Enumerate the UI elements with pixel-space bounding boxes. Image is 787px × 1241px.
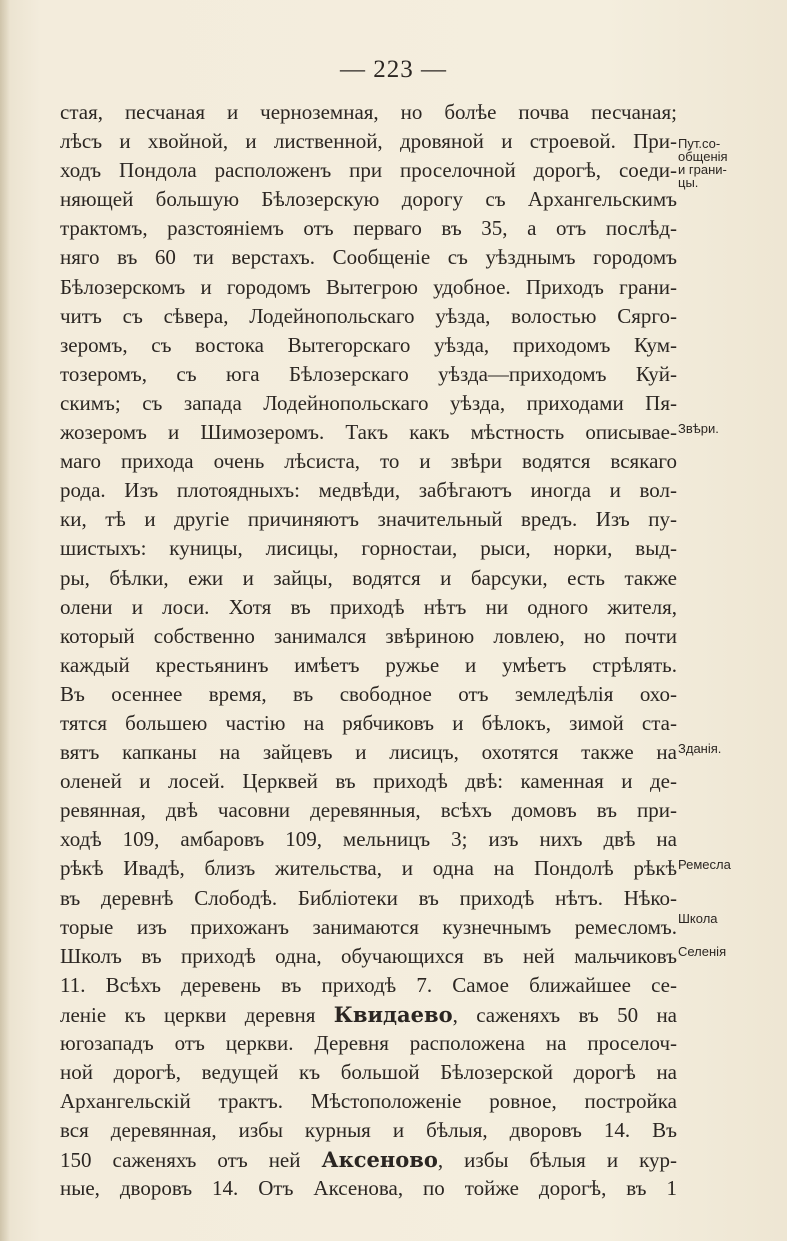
text-line: Школъ въ приходѣ одна, обучающихся въ ней мальчиковъ [60, 943, 677, 968]
text-line: который собственно занимался звѣриною ловлею, но почти [60, 623, 677, 648]
text-line: Въ осеннее время, въ свободное отъ земледѣлія охо- [60, 681, 677, 706]
text-line: Архангельскій трактъ. Мѣстоположеніе ровное, постройка [60, 1089, 677, 1114]
sidenote-line: цы. [678, 175, 699, 190]
text-line: югозападъ отъ церкви. Деревня расположена на проселоч- [60, 1031, 677, 1055]
text-line: Бѣлозерскомъ и городомъ Вытегрою удобное. Приходъ грани- [60, 274, 677, 299]
text-line: шистыхъ: куницы, лисицы, горностаи, рыси, норки, выд- [60, 536, 677, 561]
village-name-aksenovo: Аксеново [321, 1147, 438, 1173]
sidenote-settlements: Селенія [678, 944, 727, 959]
text-line: стая, песчаная и черноземная, но болѣе почва песчаная; [60, 100, 677, 124]
sidenote-roads [678, 137, 728, 189]
text-line: зеромъ, съ востока Вытегорскаго уѣзда, приходомъ Кум- [60, 332, 677, 357]
text-line-with-village [60, 1000, 677, 1029]
sidenote-line: и грани- [678, 162, 727, 177]
text-line: лѣсъ и хвойной, и лиственной, дровяной и строевой. При- [60, 129, 677, 154]
line-end: , саженяхъ въ 50 на [452, 1002, 677, 1027]
text-line: няго въ 60 ти верстахъ. Сообщеніе съ уѣзднымъ городомъ [60, 245, 677, 270]
text-line: рѣкѣ Ивадѣ, близъ жительства, и одна на Пондолѣ рѣкѣ [60, 856, 677, 881]
sidenote-animals: Звѣри. [678, 421, 719, 436]
text-line: 11. Всѣхъ деревень въ приходѣ 7. Самое ближайшее се- [60, 972, 677, 997]
village-name-kvidaevo: Квидаево [333, 1001, 453, 1027]
line-start: леніе къ церкви деревня [60, 1002, 334, 1027]
sidenote-line: Пут.со- [678, 136, 721, 151]
page-number: — 223 — [340, 56, 447, 83]
text-line: ходѣ 109, амбаровъ 109, мельницъ 3; изъ нихъ двѣ на [60, 827, 677, 852]
text-line: каждый крестьянинъ имѣетъ ружье и умѣетъ стрѣлять. [60, 652, 677, 677]
text-line: ры, бѣлки, ежи и зайцы, водятся и барсуки, есть также [60, 565, 677, 590]
sidenote-crafts: Ремесла [678, 857, 731, 872]
text-line: въ деревнѣ Слободѣ. Библіотеки въ приходѣ нѣтъ. Нѣко- [60, 885, 677, 910]
text-line: скимъ; съ запада Лодейнопольскаго уѣзда, приходами Пя- [60, 390, 677, 415]
text-line-with-village [60, 1145, 677, 1174]
text-line: торые изъ прихожанъ занимаются кузнечнымъ ремесломъ. [60, 914, 677, 939]
text-line: трактомъ, разстояніемъ отъ перваго въ 35, а отъ послѣд- [60, 216, 677, 241]
text-line: тятся большею частію на рябчиковъ и бѣлокъ, зимой ста- [60, 710, 677, 735]
line-end: , избы бѣлыя и кур- [437, 1148, 677, 1173]
text-line: оленей и лосей. Церквей въ приходѣ двѣ: каменная и де- [60, 769, 677, 794]
text-line: олени и лоси. Хотя въ приходѣ нѣтъ ни одного жителя, [60, 594, 677, 619]
text-line: маго прихода очень лѣсиста, то и звѣри водятся всякаго [60, 449, 677, 474]
text-line: ной дорогѣ, ведущей къ большой Бѣлозерской дорогѣ на [60, 1060, 677, 1085]
text-line: рода. Изъ плотоядныхъ: медвѣди, забѣгаютъ иногда и вол- [60, 478, 677, 503]
sidenote-buildings: Зданія. [678, 741, 722, 756]
binding-shadow [0, 0, 10, 1241]
sidenote-line: общенія [678, 149, 728, 164]
text-line: тозеромъ, съ юга Бѣлозерскаго уѣзда—приходомъ Куй- [60, 361, 677, 386]
text-line: ходъ Пондола расположенъ при проселочной дорогѣ, соеди- [60, 158, 677, 183]
text-line: жозеромъ и Шимозеромъ. Такъ какъ мѣстность описывае- [60, 420, 677, 445]
text-line: ные, дворовъ 14. Отъ Аксенова, по тойже дорогѣ, въ 1 [60, 1176, 677, 1201]
sidenote-school: Школа [678, 911, 718, 926]
body-text [60, 98, 677, 1204]
line-start: 150 саженяхъ отъ ней [60, 1148, 322, 1173]
text-line: вся деревянная, избы курныя и бѣлыя, дворовъ 14. Въ [60, 1118, 677, 1143]
text-line: няющей большую Бѣлозерскую дорогу съ Архангельскимъ [60, 187, 677, 212]
text-line: ки, тѣ и другіе причиняютъ значительный вредъ. Изъ пу- [60, 507, 677, 532]
text-line: ревянная, двѣ часовни деревянныя, всѣхъ домовъ въ при- [60, 798, 677, 823]
text-line: вятъ капканы на зайцевъ и лисицъ, охотятся также на [60, 740, 677, 765]
text-line: читъ съ сѣвера, Лодейнопольскаго уѣзда, волостью Сярго- [60, 303, 677, 328]
